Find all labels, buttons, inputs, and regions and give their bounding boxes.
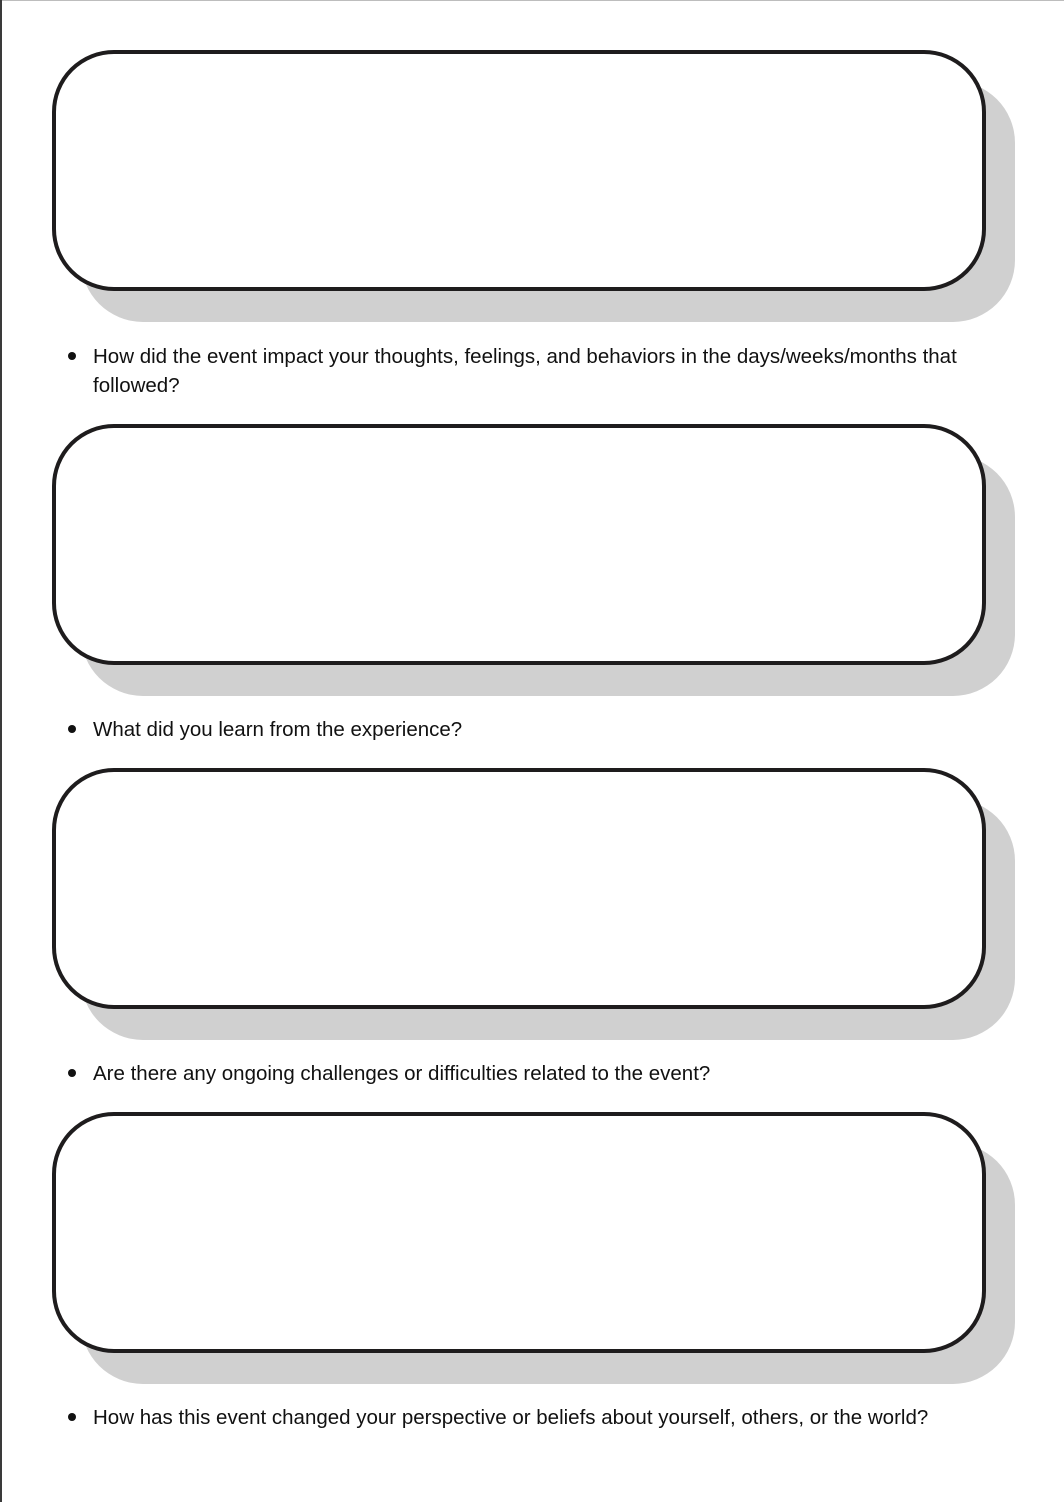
- bullet-icon: [68, 352, 76, 360]
- bullet-icon: [68, 1069, 76, 1077]
- question-item-1: [68, 342, 1018, 400]
- bullet-icon: [68, 1413, 76, 1421]
- answer-box-4[interactable]: [52, 1112, 986, 1353]
- page-top-edge: [0, 0, 1064, 1]
- bullet-icon: [68, 725, 76, 733]
- answer-box-1[interactable]: [52, 50, 986, 291]
- answer-box-2[interactable]: [52, 424, 986, 665]
- question-text: How did the event impact your thoughts, feelings, and behaviors in the days/weeks/months that followed?: [93, 345, 957, 397]
- question-text: What did you learn from the experience?: [93, 718, 463, 741]
- answer-box-3[interactable]: [52, 768, 986, 1009]
- page-left-edge: [0, 0, 2, 1502]
- question-item-3: [68, 1059, 1018, 1088]
- question-item-4: [68, 1403, 1018, 1432]
- question-item-2: [68, 715, 1018, 744]
- question-text: How has this event changed your perspective or beliefs about yourself, others, or the world?: [93, 1406, 929, 1429]
- question-text: Are there any ongoing challenges or difficulties related to the event?: [93, 1062, 711, 1085]
